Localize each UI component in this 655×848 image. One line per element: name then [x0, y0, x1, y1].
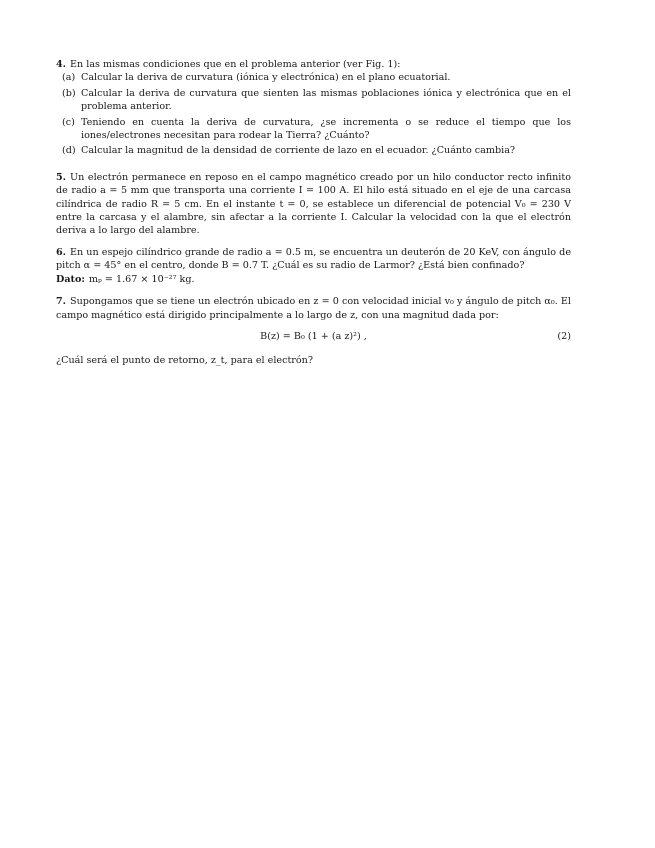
problem-5-number: 5.	[56, 171, 67, 183]
problem-7-number: 7.	[56, 296, 67, 308]
equation-body: B(z) = B₀ (1 + (a z)²) ,	[260, 330, 367, 342]
problem-5	[56, 171, 571, 238]
dato-value: mₚ = 1.67 × 10⁻²⁷ kg.	[88, 273, 195, 285]
item-label: (a)	[62, 72, 76, 84]
item-label: (b)	[62, 87, 76, 99]
dato-label: Dato:	[56, 273, 85, 285]
problem-6-number: 6.	[56, 246, 67, 258]
problem-4-item-a	[56, 71, 571, 84]
problem-6	[56, 246, 571, 286]
problem-4-item-b	[56, 87, 571, 114]
item-text: Calcular la magnitud de la densidad de corriente de lazo en el ecuador. ¿Cuánto cambia?	[81, 145, 516, 157]
problem-4-number: 4.	[56, 59, 67, 70]
problem-7	[56, 295, 571, 367]
page-content	[56, 58, 571, 367]
problem-7-statement	[56, 295, 571, 322]
problem-7-question: ¿Cuál será el punto de retorno, z_t, para el electrón?	[56, 354, 313, 366]
item-text: Calcular la deriva de curvatura que sienten las mismas poblaciones iónica y electrónica que en el problema anterior.	[81, 87, 571, 113]
problem-4-items	[56, 71, 571, 157]
item-label: (d)	[62, 145, 76, 157]
item-text: Calcular la deriva de curvatura (iónica y electrónica) en el plano ecuatorial.	[81, 72, 451, 84]
problem-4-item-c	[56, 116, 571, 143]
problem-6-statement	[56, 246, 571, 273]
problem-4	[56, 58, 571, 158]
problem-4-intro: En las mismas condiciones que en el problema anterior (ver Fig. 1):	[70, 59, 401, 70]
equation-2	[56, 330, 571, 346]
problem-5-text: Un electrón permanece en reposo en el campo magnético creado por un hilo conductor recto infinito de radio a = 5 mm que transporta una corriente I = 100 A. El hilo está situado en el eje de una carcasa cilíndrica de radio R = 5 cm. En el instante t = 0, se establece un diferencial de potencial V₀ = 230 V entre la carcasa y el alambre, sin afectar a la corriente I. Calcular la velocidad con la que el electrón deriva a lo largo del alambre.	[56, 171, 571, 237]
problem-4-intro-line	[56, 58, 571, 71]
problem-6-dato	[56, 273, 571, 286]
item-text: Teniendo en cuenta la deriva de curvatura, ¿se incrementa o se reduce el tiempo que los iones/electrones necesitan para rodear la Tierra? ¿Cuánto?	[81, 116, 571, 142]
problem-4-item-d	[56, 144, 571, 157]
problem-7-text: Supongamos que se tiene un electrón ubicado en z = 0 con velocidad inicial v₀ y ángulo de pitch α₀. El campo magnético está dirigido principalmente a lo largo de z, con una magnitud dada por:	[56, 296, 571, 321]
item-label: (c)	[62, 116, 75, 128]
equation-number: (2)	[557, 330, 571, 342]
problem-6-text: En un espejo cilíndrico grande de radio a = 0.5 m, se encuentra un deuterón de 20 KeV, con ángulo de pitch α = 45° en el centro, donde B = 0.7 T. ¿Cuál es su radio de Larmor? ¿Está bien confinado?	[56, 246, 571, 272]
